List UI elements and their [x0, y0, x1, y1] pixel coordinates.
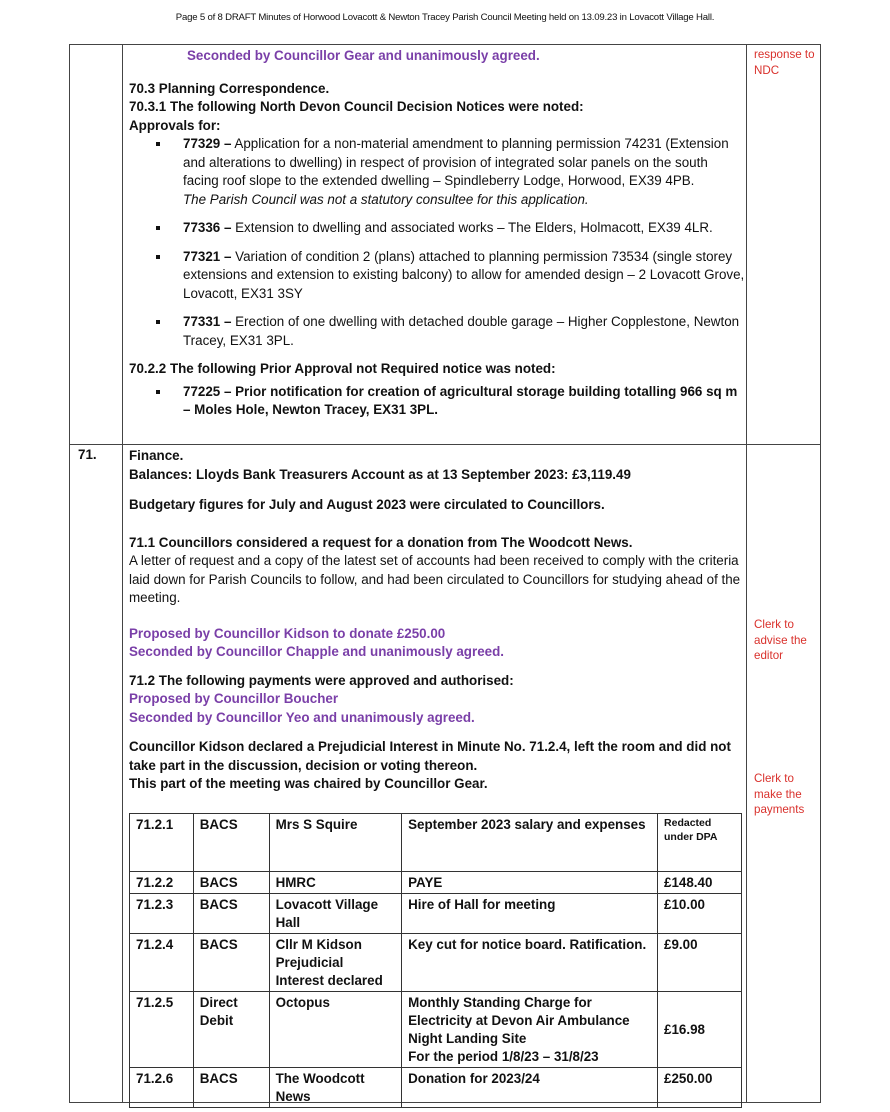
- donation-text: A letter of request and a copy of the latest set of accounts had been received to comply with the criteria laid down for Parish Councils to follow, and had been circulated to Councillors for studying ahead of the meeting.: [129, 553, 741, 605]
- approval-item: 77336 – Extension to dwelling and associated works – The Elders, Holmacott, EX39 4LR.: [129, 219, 745, 238]
- balances-text: Balances: Lloyds Bank Treasurers Account as at 13 September 2023: £3,119.49: [129, 466, 631, 482]
- approval-item: 77331 – Erection of one dwelling with detached double garage – Higher Copplestone, Newton Tracey, EX31 3PL.: [129, 313, 745, 350]
- donation-proposed: Proposed by Councillor Kidson to donate £250.00: [129, 625, 446, 641]
- action-note: Clerk to advise the editor: [754, 618, 807, 662]
- approval-note: The Parish Council was not a statutory consultee for this application.: [183, 191, 589, 207]
- section-71: [129, 447, 745, 794]
- payments-table: [129, 813, 742, 1108]
- table-row: 71.2.1 BACS Mrs S Squire September 2023 salary and expenses Redacted under DPA: [130, 814, 742, 872]
- table-row: 71.2.3 BACS Lovacott Village Hall Hire of Hall for meeting £10.00: [130, 894, 742, 934]
- budgetary-text: Budgetary figures for July and August 2023 were circulated to Councillors.: [129, 497, 605, 512]
- planning-subheading: 70.3.1 The following North Devon Council Decision Notices were noted:: [129, 99, 584, 114]
- donation-seconded: Seconded by Councillor Chapple and unanimously agreed.: [129, 644, 504, 659]
- seconded-text: Seconded by Councillor Gear and unanimously agreed.: [187, 48, 540, 63]
- bullet-icon: [156, 142, 160, 146]
- table-row: 71.2.5 Direct Debit Octopus Monthly Standing Charge for Electricity at Devon Air Ambulance Night Landing Site For the period 1/8/23 – 31/8/23 £16.98: [130, 992, 742, 1068]
- action-note: response to NDC: [754, 48, 815, 77]
- prior-approval-heading: 70.2.2 The following Prior Approval not Required notice was noted:: [129, 361, 556, 376]
- bullet-icon: [156, 320, 160, 324]
- payments-proposed: Proposed by Councillor Boucher: [129, 691, 339, 706]
- finance-title: Finance.: [129, 448, 184, 463]
- action-note: Clerk to make the payments: [754, 772, 805, 816]
- table-row: 71.2.6 BACS The Woodcott News Donation for 2023/24 £250.00: [130, 1068, 742, 1108]
- planning-heading: 70.3 Planning Correspondence.: [129, 80, 330, 96]
- bullet-icon: [156, 226, 160, 230]
- minute-number: 71.: [78, 447, 97, 462]
- bullet-icon: [156, 255, 160, 259]
- donation-heading: 71.1 Councillors considered a request for a donation from The Woodcott News.: [129, 534, 633, 550]
- column-divider: [122, 45, 123, 1102]
- row-divider: [70, 444, 820, 445]
- table-row: 71.2.2 BACS HMRC PAYE £148.40: [130, 872, 742, 894]
- interest-declaration: Councillor Kidson declared a Prejudicial Interest in Minute No. 71.2.4, left the room and did not take part in the discussion, decision or voting thereon.: [129, 739, 731, 773]
- bullet-icon: [156, 390, 160, 394]
- approvals-label: Approvals for:: [129, 117, 221, 133]
- approval-item: 77321 – Variation of condition 2 (plans) attached to planning permission 73534 (single storey extensions and extension to existing balcony) to allow for amended design – 2 Lovacott Grove, Lovacott, EX31 3SY: [129, 248, 745, 304]
- section-70: [129, 47, 745, 430]
- payments-seconded: Seconded by Councillor Yeo and unanimously agreed.: [129, 709, 475, 725]
- column-divider: [746, 45, 747, 1102]
- payments-heading: 71.2 The following payments were approved and authorised:: [129, 672, 514, 688]
- minutes-table: [69, 44, 821, 1103]
- chair-note: This part of the meeting was chaired by Councillor Gear.: [129, 776, 488, 791]
- approval-item: 77329 – Application for a non-material amendment to planning permission 74231 (Extension and alterations to dwelling) in respect of provision of integrated solar panels on the south facing roof slope to the extended dwelling – Spindleberry Lodge, Horwood, EX39 4PB. The Parish Council was not a statutory consultee for this application.: [129, 135, 745, 209]
- table-row: 71.2.4 BACS Cllr M Kidson Prejudicial Interest declared Key cut for notice board. Ratification. £9.00: [130, 934, 742, 992]
- page-header: Page 5 of 8 DRAFT Minutes of Horwood Lovacott & Newton Tracey Parish Council Meeting held on 13.09.23 in Lovacott Village Hall.: [175, 12, 715, 23]
- prior-approval-item: 77225 – Prior notification for creation of agricultural storage building totalling 966 sq m – Moles Hole, Newton Tracey, EX31 3PL.: [129, 383, 745, 420]
